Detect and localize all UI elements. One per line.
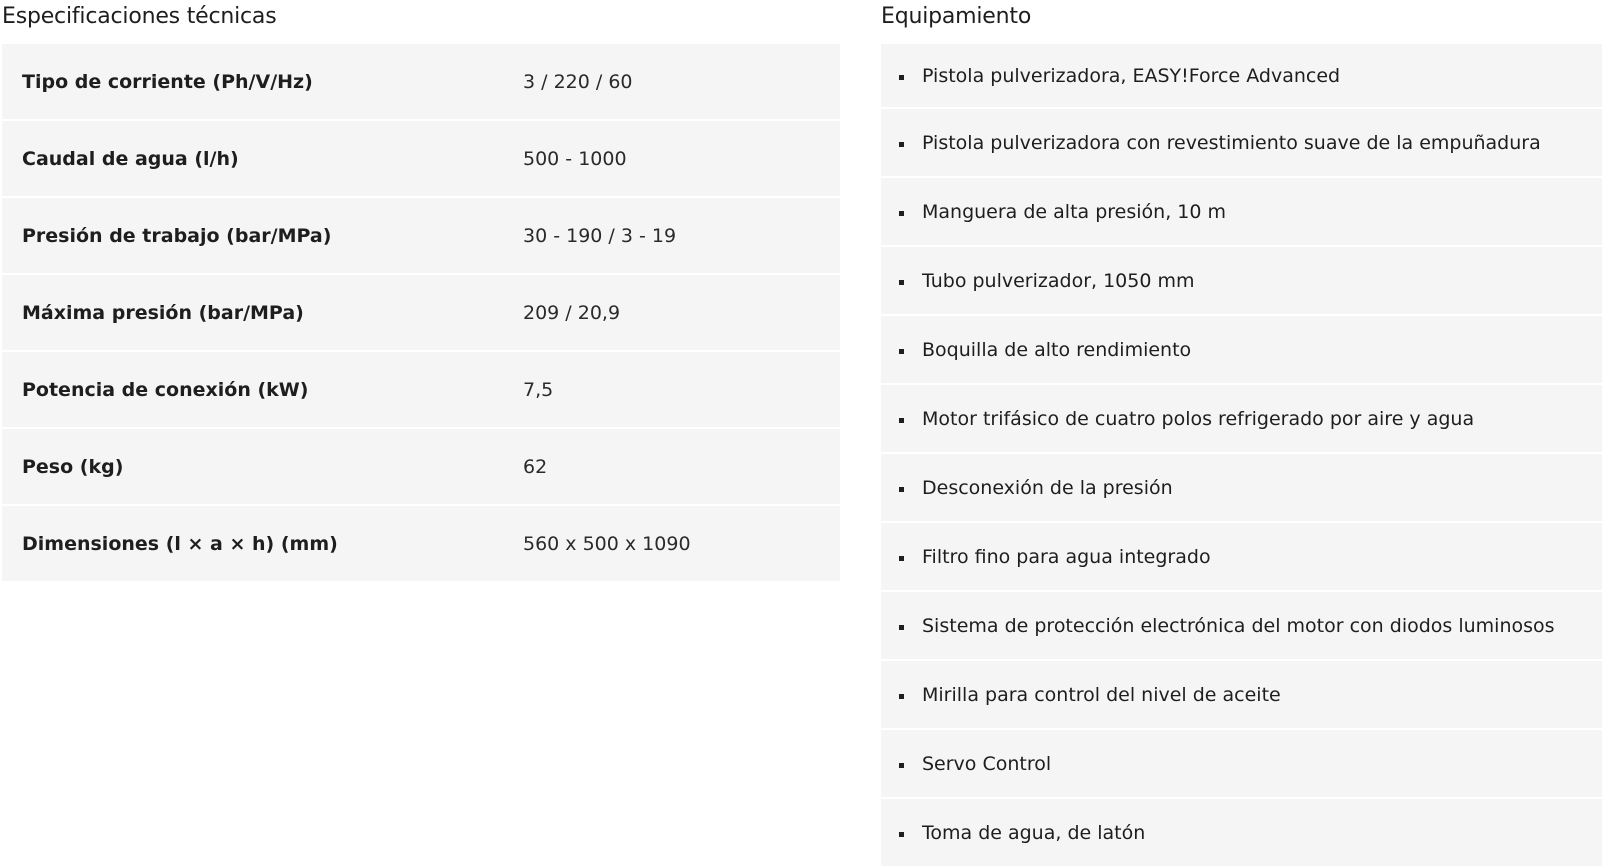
- list-item: [881, 661, 1602, 730]
- bullet-icon: [899, 832, 904, 837]
- spec-row: [2, 351, 840, 428]
- spec-row: [2, 505, 840, 581]
- list-item: [881, 109, 1602, 178]
- list-item: [881, 523, 1602, 592]
- equipment-item-text: Mirilla para control del nivel de aceite: [922, 683, 1281, 706]
- list-item: [881, 454, 1602, 523]
- bullet-icon: [899, 75, 904, 80]
- equipment-item-text: Desconexión de la presión: [922, 476, 1173, 499]
- equipment-section: [881, 0, 1602, 868]
- bullet-icon: [899, 211, 904, 216]
- spec-row: [2, 197, 840, 274]
- list-item: [881, 316, 1602, 385]
- spec-label: Dimensiones (l × a × h) (mm): [22, 532, 338, 555]
- spec-label: Potencia de conexión (kW): [2, 351, 523, 428]
- spec-value: 3 / 220 / 60: [523, 44, 840, 120]
- equipment-item-text: Sistema de protección electrónica del motor con diodos luminosos: [922, 614, 1555, 637]
- equipment-item-text: Manguera de alta presión, 10 m: [922, 200, 1226, 223]
- spec-row: [2, 120, 840, 197]
- list-item: [881, 247, 1602, 316]
- equipment-item-text: Pistola pulverizadora con revestimiento suave de la empuñadura: [922, 131, 1541, 154]
- list-item: [881, 385, 1602, 454]
- list-item: [881, 592, 1602, 661]
- spec-value: 30 - 190 / 3 - 19: [523, 197, 840, 274]
- spec-value: 500 - 1000: [523, 120, 840, 197]
- spec-label: Caudal de agua (l/h): [2, 120, 523, 197]
- equipment-item-text: Tubo pulverizador, 1050 mm: [922, 269, 1195, 292]
- equipment-item-text: Toma de agua, de latón: [922, 821, 1146, 844]
- spec-row: [2, 428, 840, 505]
- tech-specs-title: Especificaciones técnicas: [2, 4, 277, 29]
- spec-value: 209 / 20,9: [523, 274, 840, 351]
- equipment-item-text: Filtro fino para agua integrado: [922, 545, 1211, 568]
- spec-value: 560 x 500 x 1090: [523, 532, 691, 555]
- spec-label: Presión de trabajo (bar/MPa): [2, 197, 523, 274]
- spec-row: [2, 274, 840, 351]
- list-item: [881, 799, 1602, 868]
- list-item: [881, 178, 1602, 247]
- spec-row: [2, 44, 840, 120]
- equipment-item-text: Motor trifásico de cuatro polos refrigerado por aire y agua: [922, 407, 1475, 430]
- bullet-icon: [899, 487, 904, 492]
- equipment-title: Equipamiento: [881, 4, 1032, 29]
- spec-label: Tipo de corriente (Ph/V/Hz): [2, 44, 523, 120]
- bullet-icon: [899, 694, 904, 699]
- bullet-icon: [899, 280, 904, 285]
- bullet-icon: [899, 556, 904, 561]
- spec-value: 62: [523, 428, 840, 505]
- bullet-icon: [899, 142, 904, 147]
- bullet-icon: [899, 418, 904, 423]
- spec-value: 7,5: [523, 351, 840, 428]
- bullet-icon: [899, 763, 904, 768]
- equipment-item-text: Servo Control: [922, 752, 1052, 775]
- equipment-item-text: Pistola pulverizadora, EASY!Force Advanced: [922, 64, 1341, 87]
- bullet-icon: [899, 349, 904, 354]
- tech-specs-table: [2, 44, 840, 581]
- spec-label: Máxima presión (bar/MPa): [2, 274, 523, 351]
- list-item: [881, 730, 1602, 799]
- equipment-item-text: Boquilla de alto rendimiento: [922, 338, 1192, 361]
- equipment-list: [881, 44, 1602, 868]
- spec-label: Peso (kg): [2, 428, 523, 505]
- list-item: [881, 44, 1602, 109]
- tech-specs-section: [2, 0, 840, 581]
- bullet-icon: [899, 625, 904, 630]
